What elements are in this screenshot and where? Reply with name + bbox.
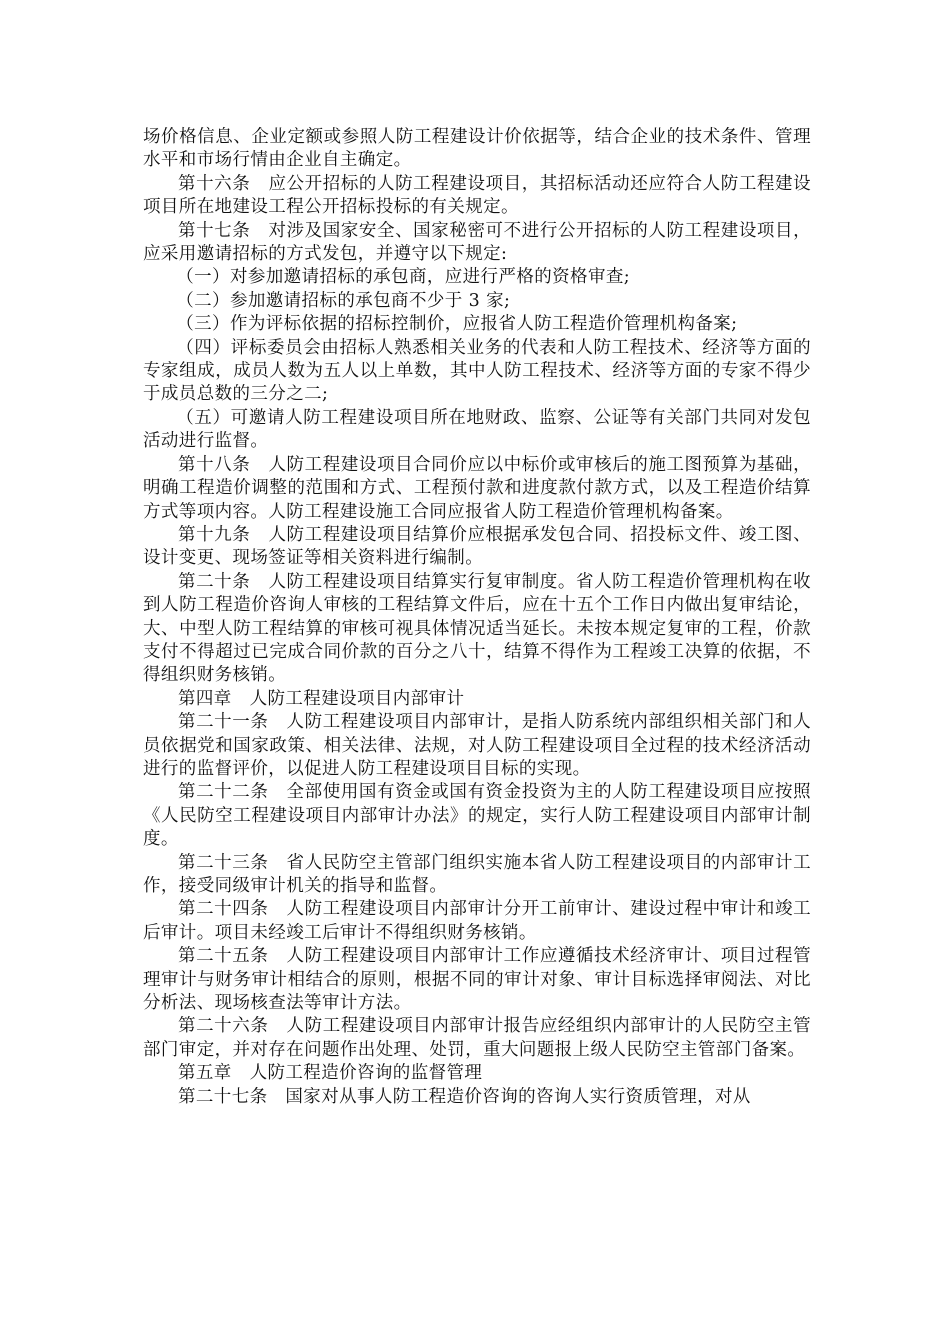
article-27: 第二十七条 国家对从事人防工程造价咨询的咨询人实行资质管理，对从 [178, 1086, 751, 1107]
article-17-item-1: （一）对参加邀请招标的承包商，应进行严格的资格审查; [176, 267, 631, 288]
article-24: 第二十四条 人防工程建设项目内部审计分开工前审计、建设过程中审计和竣工后审计。项目未经竣工后审计不得组织财务核销。 [143, 899, 811, 943]
paragraph-continuation: 场价格信息、企业定额或参照人防工程建设计价依据等，结合企业的技术条件、管理水平和市场行情由企业自主确定。 [143, 127, 811, 171]
article-21: 第二十一条 人防工程建设项目内部审计，是指人防系统内部组织相关部门和人员依据党和国家政策、相关法律、法规，对人防工程建设项目全过程的技术经济活动进行的监督评价，以促进人防工程建设项目目标的实现。 [143, 712, 811, 779]
article-23: 第二十三条 省人民防空主管部门组织实施本省人防工程建设项目的内部审计工作，接受同级审计机关的指导和监督。 [143, 852, 811, 896]
article-17-item-5: （五）可邀请人防工程建设项目所在地财政、监察、公证等有关部门共同对发包活动进行监督。 [143, 407, 811, 452]
article-20: 第二十条 人防工程建设项目结算实行复审制度。省人防工程造价管理机构在收到人防工程造价咨询人审核的工程结算文件后，应在十五个工作日内做出复审结论，大、中型人防工程结算的审核可视具体情况适当延长。未按本规定复审的工程，价款支付不得超过已完成合同价款的百分之八十，结算不得作为工程竣工决算的依据，不得组织财务核销。 [143, 571, 811, 686]
article-17-item-4: （四）评标委员会由招标人熟悉相关业务的代表和人防工程技术、经济等方面的专家组成，成员人数为五人以上单数，其中人防工程技术、经济等方面的专家不得少于成员总数的三分之二; [143, 337, 811, 405]
article-17-item-3: （三）作为评标依据的招标控制价，应报省人防工程造价管理机构备案; [176, 314, 738, 335]
article-17-item-2: （二）参加邀请招标的承包商不少于 3 家; [176, 290, 511, 311]
article-17: 第十七条 对涉及国家安全、国家秘密可不进行公开招标的人防工程建设项目，应采用邀请招标的方式发包，并遵守以下规定: [143, 220, 811, 265]
document-page [143, 126, 811, 1109]
article-22: 第二十二条 全部使用国有资金或国有资金投资为主的人防工程建设项目应按照《人民防空工程建设项目内部审计办法》的规定，实行人防工程建设项目内部审计制度。 [143, 782, 811, 850]
article-19: 第十九条 人防工程建设项目结算价应根据承发包合同、招投标文件、竣工图、设计变更、现场签证等相关资料进行编制。 [143, 524, 811, 569]
article-16: 第十六条 应公开招标的人防工程建设项目，其招标活动还应符合人防工程建设项目所在地建设工程公开招标投标的有关规定。 [143, 173, 811, 218]
chapter-4-heading: 第四章 人防工程建设项目内部审计 [178, 688, 465, 709]
chapter-5-heading: 第五章 人防工程造价咨询的监督管理 [178, 1063, 483, 1084]
article-26: 第二十六条 人防工程建设项目内部审计报告应经组织内部审计的人民防空主管部门审定，并对存在问题作出处理、处罚，重大问题报上级人民防空主管部门备案。 [143, 1016, 811, 1060]
article-25: 第二十五条 人防工程建设项目内部审计工作应遵循技术经济审计、项目过程管理审计与财务审计相结合的原则，根据不同的审计对象、审计目标选择审阅法、对比分析法、现场核查法等审计方法。 [143, 946, 811, 1014]
article-18: 第十八条 人防工程建设项目合同价应以中标价或审核后的施工图预算为基础，明确工程造价调整的范围和方式、工程预付款和进度款付款方式，以及工程造价结算方式等项内容。人防工程建设施工合同应报省人防工程造价管理机构备案。 [143, 454, 811, 522]
